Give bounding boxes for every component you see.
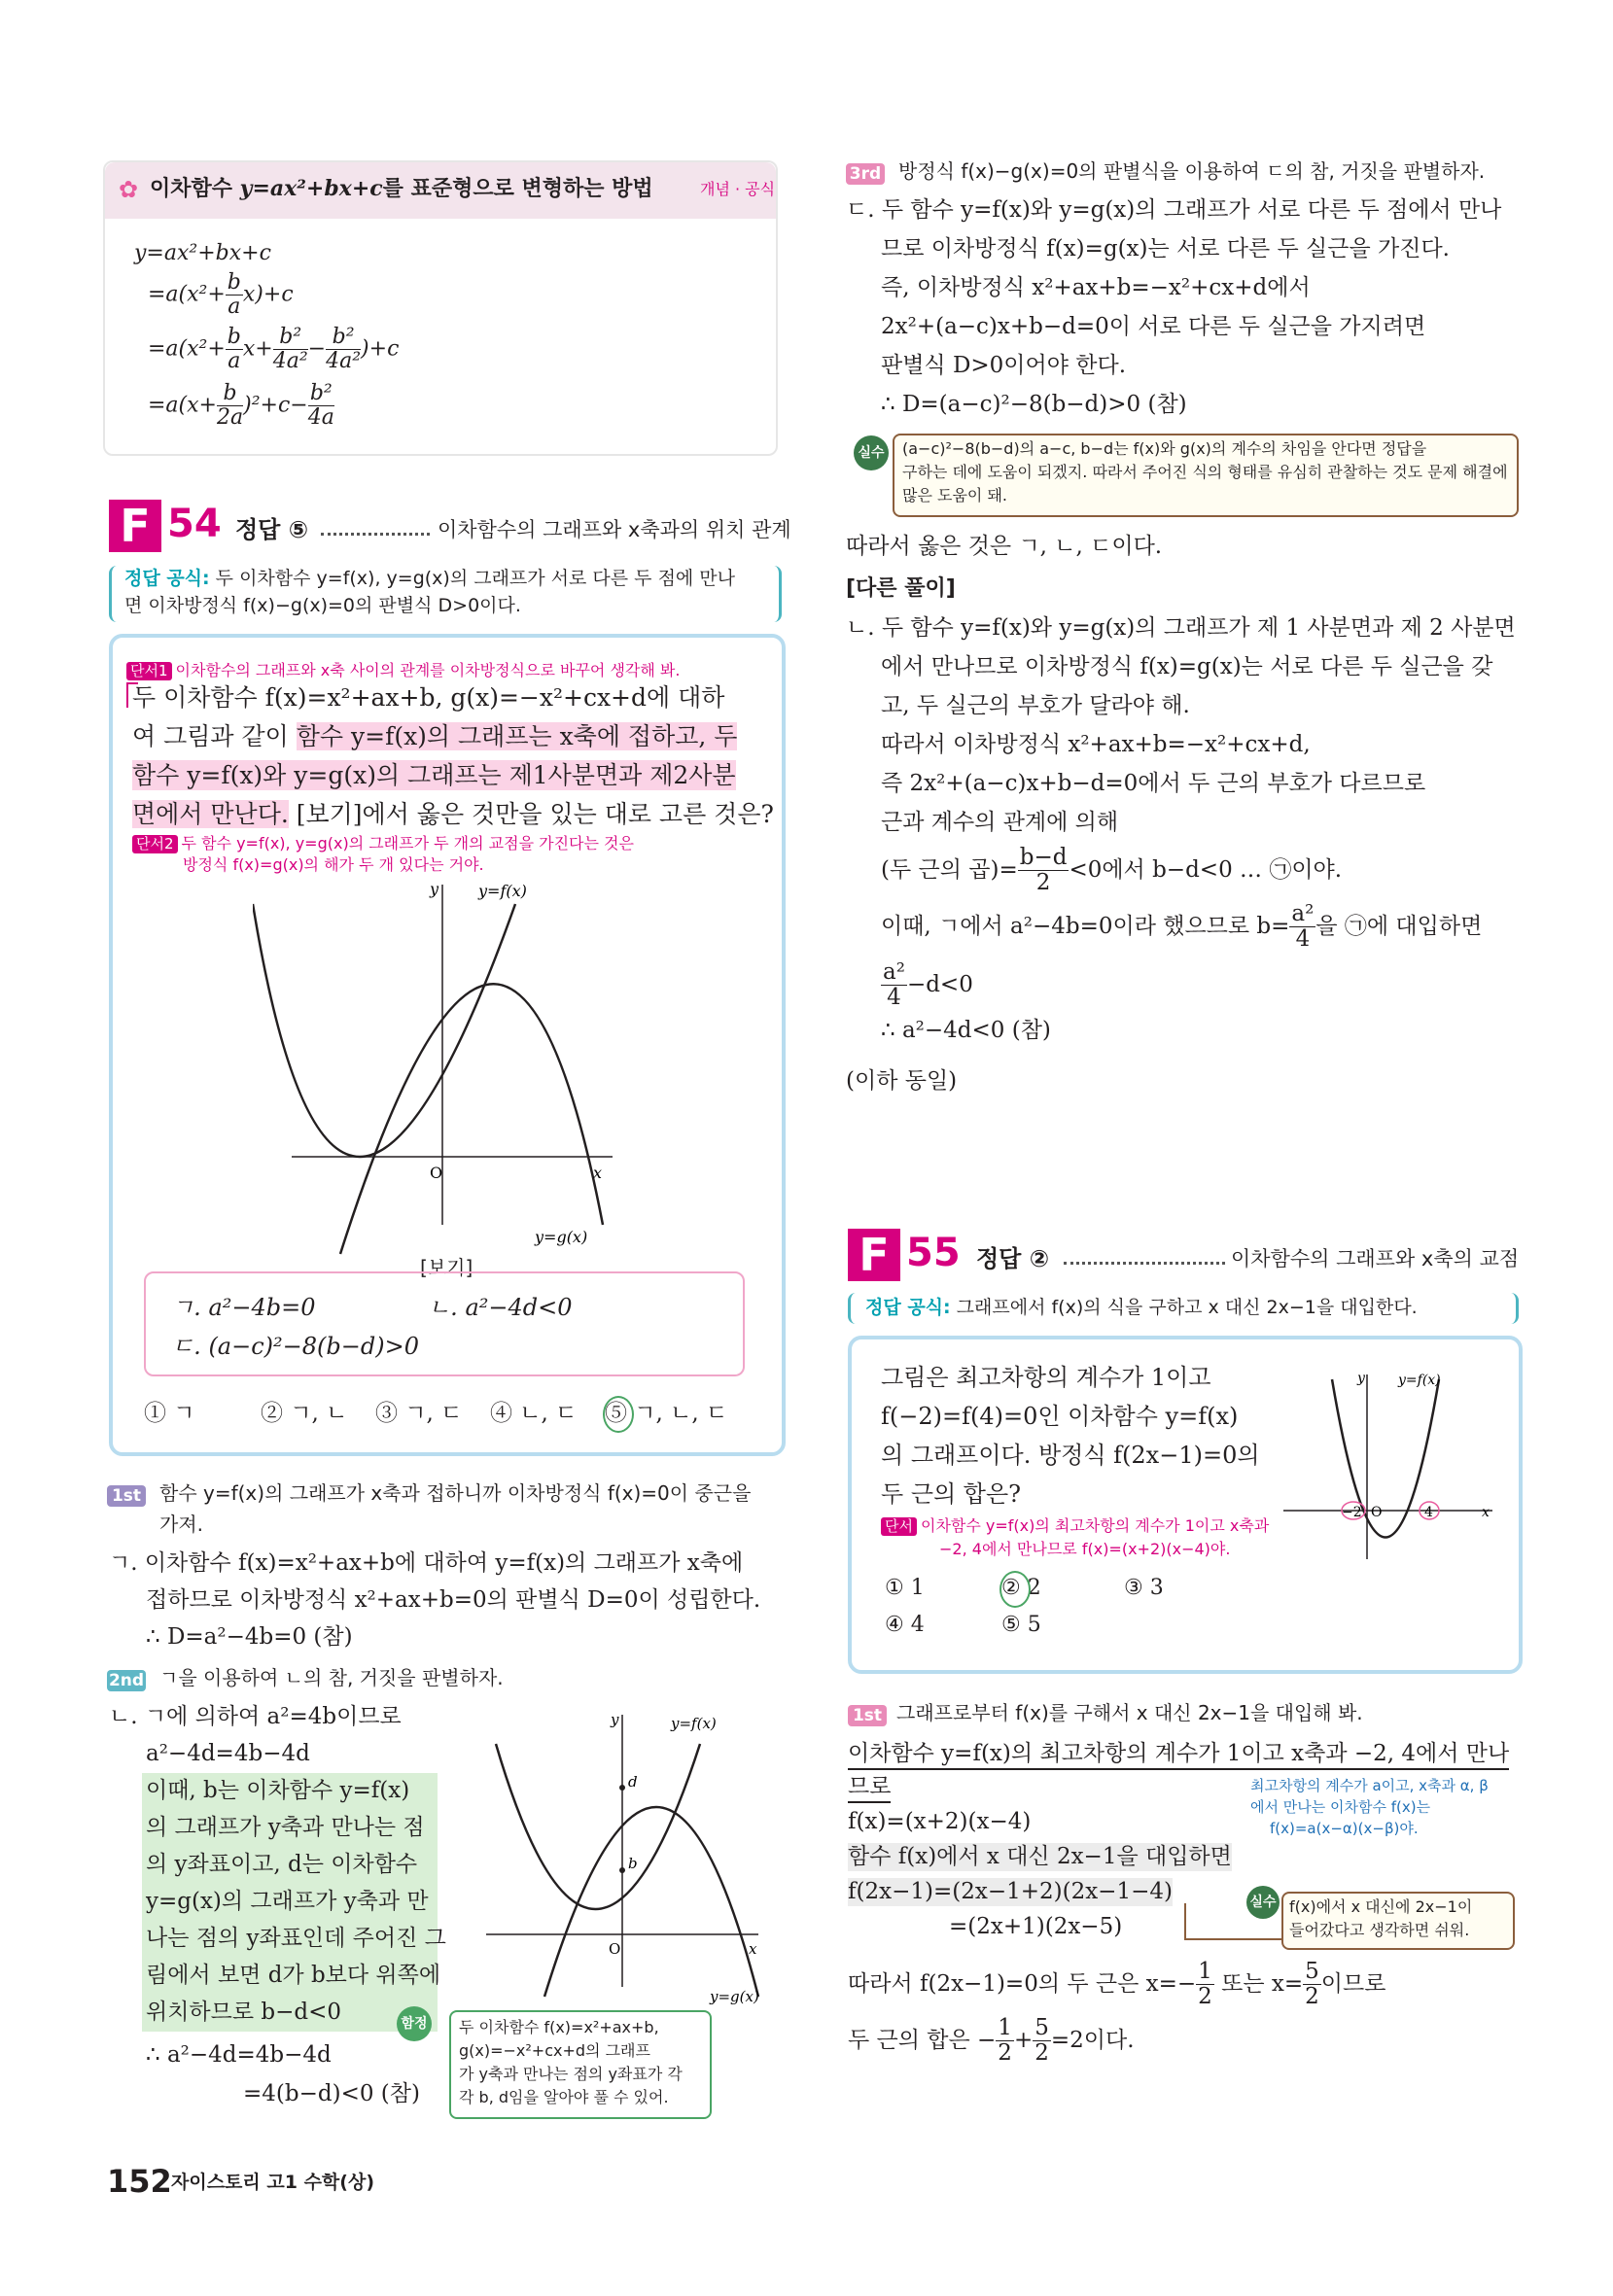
formula-line-2: 면 이차방정식 f(x)−g(x)=0의 판별식 D>0이다. — [124, 595, 521, 616]
graph-55 — [1274, 1365, 1497, 1588]
step-2-text: ㄱ을 이용하여 ㄴ의 참, 거짓을 판별하자. — [159, 1666, 504, 1689]
curve-f — [496, 1744, 700, 1909]
problem-topic-55: 이차함수의 그래프와 x축의 교점 — [1231, 1247, 1520, 1270]
d-label: d — [628, 1773, 638, 1791]
bogi-item-2: ㄴ. a²−4d<0 — [428, 1294, 573, 1321]
s2-line-9: 위치하므로 b−d<0 — [146, 2000, 342, 2025]
concept-box — [103, 160, 778, 456]
side-note-2: 에서 만나는 이차함수 f(x)는 — [1250, 1798, 1431, 1816]
tip-line-3: 가 y축과 만나는 점의 y좌표가 각 — [459, 2065, 683, 2083]
f-label: y=f(x) — [671, 1715, 717, 1732]
s2-line-8: 림에서 보면 d가 b보다 위쪽에 — [146, 1963, 441, 1988]
question-line-1: 두 이차함수 f(x)=x²+ax+b, g(x)=−x²+cx+d에 대하 — [132, 683, 725, 712]
origin-label: O — [609, 1940, 621, 1958]
alt-title: [다른 풀이] — [846, 576, 956, 601]
choice-55-3[interactable]: ③ 3 — [1124, 1576, 1164, 1600]
b-label: b — [628, 1855, 638, 1872]
step-55-1-text: 그래프로부터 f(x)를 구해서 x 대신 2x−1을 대입해 봐. — [896, 1701, 1363, 1724]
concept-line-2: =a(x²+ $\frac{b}{a}$ x)+c — [148, 270, 294, 320]
alt-line-6: 근과 계수의 관계에 의해 — [881, 810, 1119, 835]
bogi-item-1: ㄱ. a²−4b=0 — [171, 1294, 316, 1321]
alt-line-8: 이때, ㄱ에서 a²−4b=0이라 했으므로 b= $\frac{\text{a²}}{4}$ 을 ㉠에 대입하면 — [881, 901, 1483, 953]
problem-topic: 이차함수의 그래프와 x축과의 위치 관계 — [438, 518, 791, 541]
step-1-text: 함수 y=f(x)의 그래프가 x축과 접하니까 이차방정식 f(x)=0이 중근을 — [159, 1481, 752, 1505]
concept-line-4: =a(x+ $\frac{b}{2a}$ )²+c− $\frac{\text{b²}}{4a}$ — [148, 381, 334, 431]
tip-line-4: 각 b, d임을 알아야 풀 수 있어. — [459, 2088, 669, 2106]
note-55-line-1: f(x)에서 x 대신에 2x−1이 — [1289, 1897, 1473, 1916]
alt-line-9: $\frac{\text{a²}}{4}$ −d<0 — [883, 959, 973, 1011]
q55-line-3: 의 그래프이다. 방정식 f(2x−1)=0의 — [881, 1442, 1260, 1469]
point-b — [619, 1867, 625, 1873]
s55-line-2: 므로 — [848, 1773, 891, 1803]
step-3-text: 방정식 f(x)−g(x)=0의 판별식을 이용하여 ㄷ의 참, 거짓을 판별하자. — [898, 159, 1486, 183]
s3-line-1: ㄷ. 두 함수 y=f(x)와 y=g(x)의 그래프가 서로 다른 두 점에서 만나 — [846, 197, 1502, 223]
curve-g — [544, 1807, 758, 1997]
origin-label: O — [1371, 1505, 1383, 1520]
q55-line-2: f(−2)=f(4)=0인 이차함수 y=f(x) — [881, 1403, 1239, 1430]
graph-54 — [253, 875, 642, 1264]
s1-line-2: 접하므로 이차방정식 x²+ax+b=0의 판별식 D=0이 성립한다. — [146, 1587, 761, 1613]
s3-line-2: 므로 이차방정식 f(x)=g(x)는 서로 다른 두 실근을 가진다. — [881, 236, 1450, 261]
flower-icon: ✿ — [119, 176, 139, 203]
curve-g — [340, 984, 603, 1254]
concept-title: 이차함수 y=ax²+bx+c를 표준형으로 변형하는 방법 — [150, 176, 653, 201]
s55-line-8: 두 근의 합은 − $\frac{1}{2}$ + $\frac{5}{2}$ =2이다. — [848, 2015, 1135, 2067]
q55-line-4: 두 근의 합은? — [881, 1480, 1022, 1508]
question-line-2: 여 그림과 같이 함수 y=f(x)의 그래프는 x축에 접하고, 두 — [132, 722, 738, 750]
step-1-badge: 1st — [107, 1485, 146, 1507]
s2-line-3: 이때, b는 이차함수 y=f(x) — [146, 1778, 410, 1803]
s55-line-1: 이차함수 y=f(x)의 최고차항의 계수가 1이고 x축과 −2, 4에서 만나 — [848, 1740, 1509, 1770]
x-label: x — [749, 1940, 757, 1958]
problem-number: 54 — [167, 502, 222, 546]
y-label: y — [430, 880, 439, 898]
answer-circle-55 — [999, 1571, 1031, 1608]
choice-1[interactable]: ① ㄱ — [144, 1401, 195, 1426]
tip-line-1: 두 이차함수 f(x)=x²+ax+b, — [459, 2018, 659, 2036]
s1-line-1: ㄱ. 이차함수 f(x)=x²+ax+b에 대하여 y=f(x)의 그래프가 x축에 — [109, 1550, 744, 1576]
bogi-item-3: ㄷ. (a−c)²−8(b−d)>0 — [171, 1333, 419, 1360]
s2-line-6: y=g(x)의 그래프가 y축과 만 — [146, 1889, 429, 1914]
y-label: y — [611, 1711, 619, 1728]
s3-line-6: ∴ D=(a−c)²−8(b−d)>0 (참) — [881, 392, 1187, 417]
formula-55: 정답 공식: 그래프에서 f(x)의 식을 구하고 x 대신 2x−1을 대입한다. — [865, 1297, 1418, 1318]
s55-line-4: 함수 f(x)에서 x 대신 2x−1을 대입하면 — [848, 1844, 1232, 1869]
note-line-2: 구하는 데에 도움이 되겠지. 따라서 주어진 식의 형태를 유심히 관찰하는 것도 문제 해결에 — [902, 463, 1508, 481]
s55-line-3: f(x)=(x+2)(x−4) — [848, 1809, 1032, 1834]
f-label: y=f(x) — [478, 882, 527, 900]
concept-line-1: y=ax²+bx+c — [134, 241, 271, 265]
hint-2-line-1: 단서2 두 함수 y=f(x), y=g(x)의 그래프가 두 개의 교점을 가진다는 것은 — [132, 834, 634, 853]
choice-5[interactable]: ⑤ ㄱ, ㄴ, ㄷ — [605, 1401, 728, 1426]
g-label: y=g(x) — [535, 1228, 588, 1246]
book-title: 자이스토리 고1 수학(상) — [171, 2172, 375, 2193]
mistake-icon-55: 실수 — [1246, 1886, 1280, 1919]
page-number: 152 — [107, 2163, 172, 2200]
alt-line-3: 고, 두 실근의 부호가 달라야 해. — [881, 693, 1190, 718]
s2-line-1: ㄴ. ㄱ에 의하여 a²=4b이므로 — [109, 1704, 402, 1729]
note-line-3: 많은 도움이 돼. — [902, 486, 1007, 504]
minus2-label: −2 — [1342, 1505, 1362, 1520]
choice-55-1[interactable]: ① 1 — [885, 1576, 925, 1600]
s3-line-4: 2x²+(a−c)x+b−d=0이 서로 다른 두 실근을 가지려면 — [881, 314, 1426, 339]
s2-line-5: 의 y좌표이고, d는 이차함수 — [146, 1852, 418, 1877]
s3-line-5: 판별식 D>0이어야 한다. — [881, 353, 1127, 378]
choice-4[interactable]: ④ ㄴ, ㄷ — [490, 1401, 578, 1426]
x-label: x — [593, 1164, 603, 1182]
s55-line-5: f(2x−1)=(2x−1+2)(2x−1−4) — [848, 1879, 1173, 1904]
choice-55-5[interactable]: ⑤ 5 — [1001, 1613, 1041, 1637]
side-note-3: f(x)=a(x−α)(x−β)야. — [1270, 1820, 1419, 1837]
problem-badge: F — [109, 500, 161, 552]
s2-line-7: 나는 점의 y좌표인데 주어진 그 — [146, 1926, 446, 1951]
answer-circle — [603, 1396, 634, 1433]
g-label: y=g(x) — [710, 1988, 759, 2005]
s55-line-6: =(2x+1)(2x−5) — [949, 1914, 1123, 1939]
note-55-line-2: 들어갔다고 생각하면 쉬워. — [1289, 1921, 1470, 1939]
tip-line-2: g(x)=−x²+cx+d의 그래프 — [459, 2041, 650, 2060]
concept-tag: 개념 · 공식 — [700, 180, 776, 198]
hint-2-line-2: 방정식 f(x)=g(x)의 해가 두 개 있다는 거야. — [183, 855, 484, 874]
alt-line-2: 에서 만나므로 이차방정식 f(x)=g(x)는 서로 다른 두 실근을 갖 — [881, 654, 1493, 679]
concept-line-3: =a(x²+ $\frac{b}{a}$ x+ $\frac{\text{b²}}{\text{4a²}}$ − $\frac{\text{b²}}{\text{4a²}}$ )+c — [148, 325, 400, 374]
step-2-badge: 2nd — [108, 1671, 145, 1690]
step-3-badge: 3rd — [846, 163, 885, 185]
alt-line-5: 즉 2x²+(a−c)x+b−d=0에서 두 근의 부호가 다르므로 — [881, 771, 1426, 796]
problem-number-55: 55 — [906, 1231, 961, 1275]
question-line-3: 함수 y=f(x)와 y=g(x)의 그래프는 제1사분면과 제2사분 — [132, 761, 736, 789]
formula-line-1: 정답 공식: 두 이차함수 y=f(x), y=g(x)의 그래프가 서로 다른 두 점에 만나 — [124, 568, 736, 589]
question-line-4: 면에서 만난다. [보기]에서 옳은 것만을 있는 대로 고른 것은? — [132, 800, 774, 828]
curve-f — [253, 904, 515, 1157]
choice-3[interactable]: ③ ㄱ, ㄷ — [375, 1401, 463, 1426]
bogi-title: [보기] — [420, 1256, 473, 1279]
x-label: x — [1482, 1505, 1490, 1520]
s3-line-3: 즉, 이차방정식 x²+ax+b=−x²+cx+d에서 — [881, 275, 1311, 300]
choice-55-2[interactable]: ② 2 — [1001, 1576, 1041, 1600]
origin-label: O — [430, 1164, 443, 1182]
graph-step2 — [467, 1705, 778, 2016]
alt-line-11: (이하 동일) — [846, 1068, 958, 1094]
s2-line-10: ∴ a²−4d=4b−4d — [146, 2042, 332, 2068]
choice-2[interactable]: ② ㄱ, ㄴ — [261, 1401, 348, 1426]
step-1-text-2: 가져. — [159, 1513, 203, 1536]
alt-line-1: ㄴ. 두 함수 y=f(x)와 y=g(x)의 그래프가 제 1 사분면과 제 2 사분면 — [846, 615, 1516, 641]
hint-55-line-1: 단서 이차함수 y=f(x)의 최고차항의 계수가 1이고 x축과 — [881, 1516, 1269, 1536]
s1-line-3: ∴ D=a²−4b=0 (참) — [146, 1624, 353, 1650]
alt-line-10: ∴ a²−4d<0 (참) — [881, 1018, 1051, 1043]
f-label: y=f(x) — [1398, 1373, 1441, 1388]
hint-1: 단서1 이차함수의 그래프와 x축 사이의 관계를 이차방정식으로 바꾸어 생각해 봐. — [126, 661, 680, 680]
choice-55-4[interactable]: ④ 4 — [885, 1613, 925, 1637]
side-note-1: 최고차항의 계수가 a이고, x축과 α, β — [1250, 1777, 1489, 1794]
s2-line-2: a²−4d=4b−4d — [146, 1741, 310, 1766]
q55-line-1: 그림은 최고차항의 계수가 1이고 — [881, 1364, 1211, 1391]
conclusion: 따라서 옳은 것은 ㄱ, ㄴ, ㄷ이다. — [846, 534, 1163, 559]
problem-badge-55: F — [848, 1229, 900, 1281]
y-label: y — [1357, 1371, 1365, 1386]
mistake-icon: 실수 — [854, 435, 889, 470]
point-d — [619, 1785, 625, 1791]
leader-dots-55 — [1064, 1262, 1225, 1265]
hint-55-line-2: −2, 4에서 만나므로 f(x)=(x+2)(x−4)야. — [939, 1540, 1231, 1558]
s2-line-11: =4(b−d)<0 (참) — [243, 2081, 420, 2106]
trap-icon: 함정 — [397, 2006, 432, 2041]
s55-line-7: 따라서 f(2x−1)=0의 두 근은 x=− $\frac{1}{2}$ 또는 x= $\frac{5}{2}$ 이므로 — [848, 1959, 1386, 2010]
leader-dots — [321, 533, 430, 536]
answer-label-55: 정답 ② — [976, 1245, 1050, 1272]
four-label: 4 — [1424, 1505, 1433, 1520]
alt-line-4: 따라서 이차방정식 x²+ax+b=−x²+cx+d, — [881, 732, 1311, 757]
alt-line-7: (두 근의 곱)= $\frac{b-d}{2}$ <0에서 b−d<0 … ㉠이야. — [881, 845, 1343, 896]
step-55-1-badge: 1st — [848, 1705, 887, 1726]
answer-label: 정답 ⑤ — [235, 516, 309, 543]
note-line-1: (a−c)²−8(b−d)의 a−c, b−d는 f(x)와 g(x)의 계수의 차임을 안다면 정답을 — [902, 439, 1427, 458]
s2-line-4: 의 그래프가 y축과 만나는 점 — [146, 1815, 425, 1840]
